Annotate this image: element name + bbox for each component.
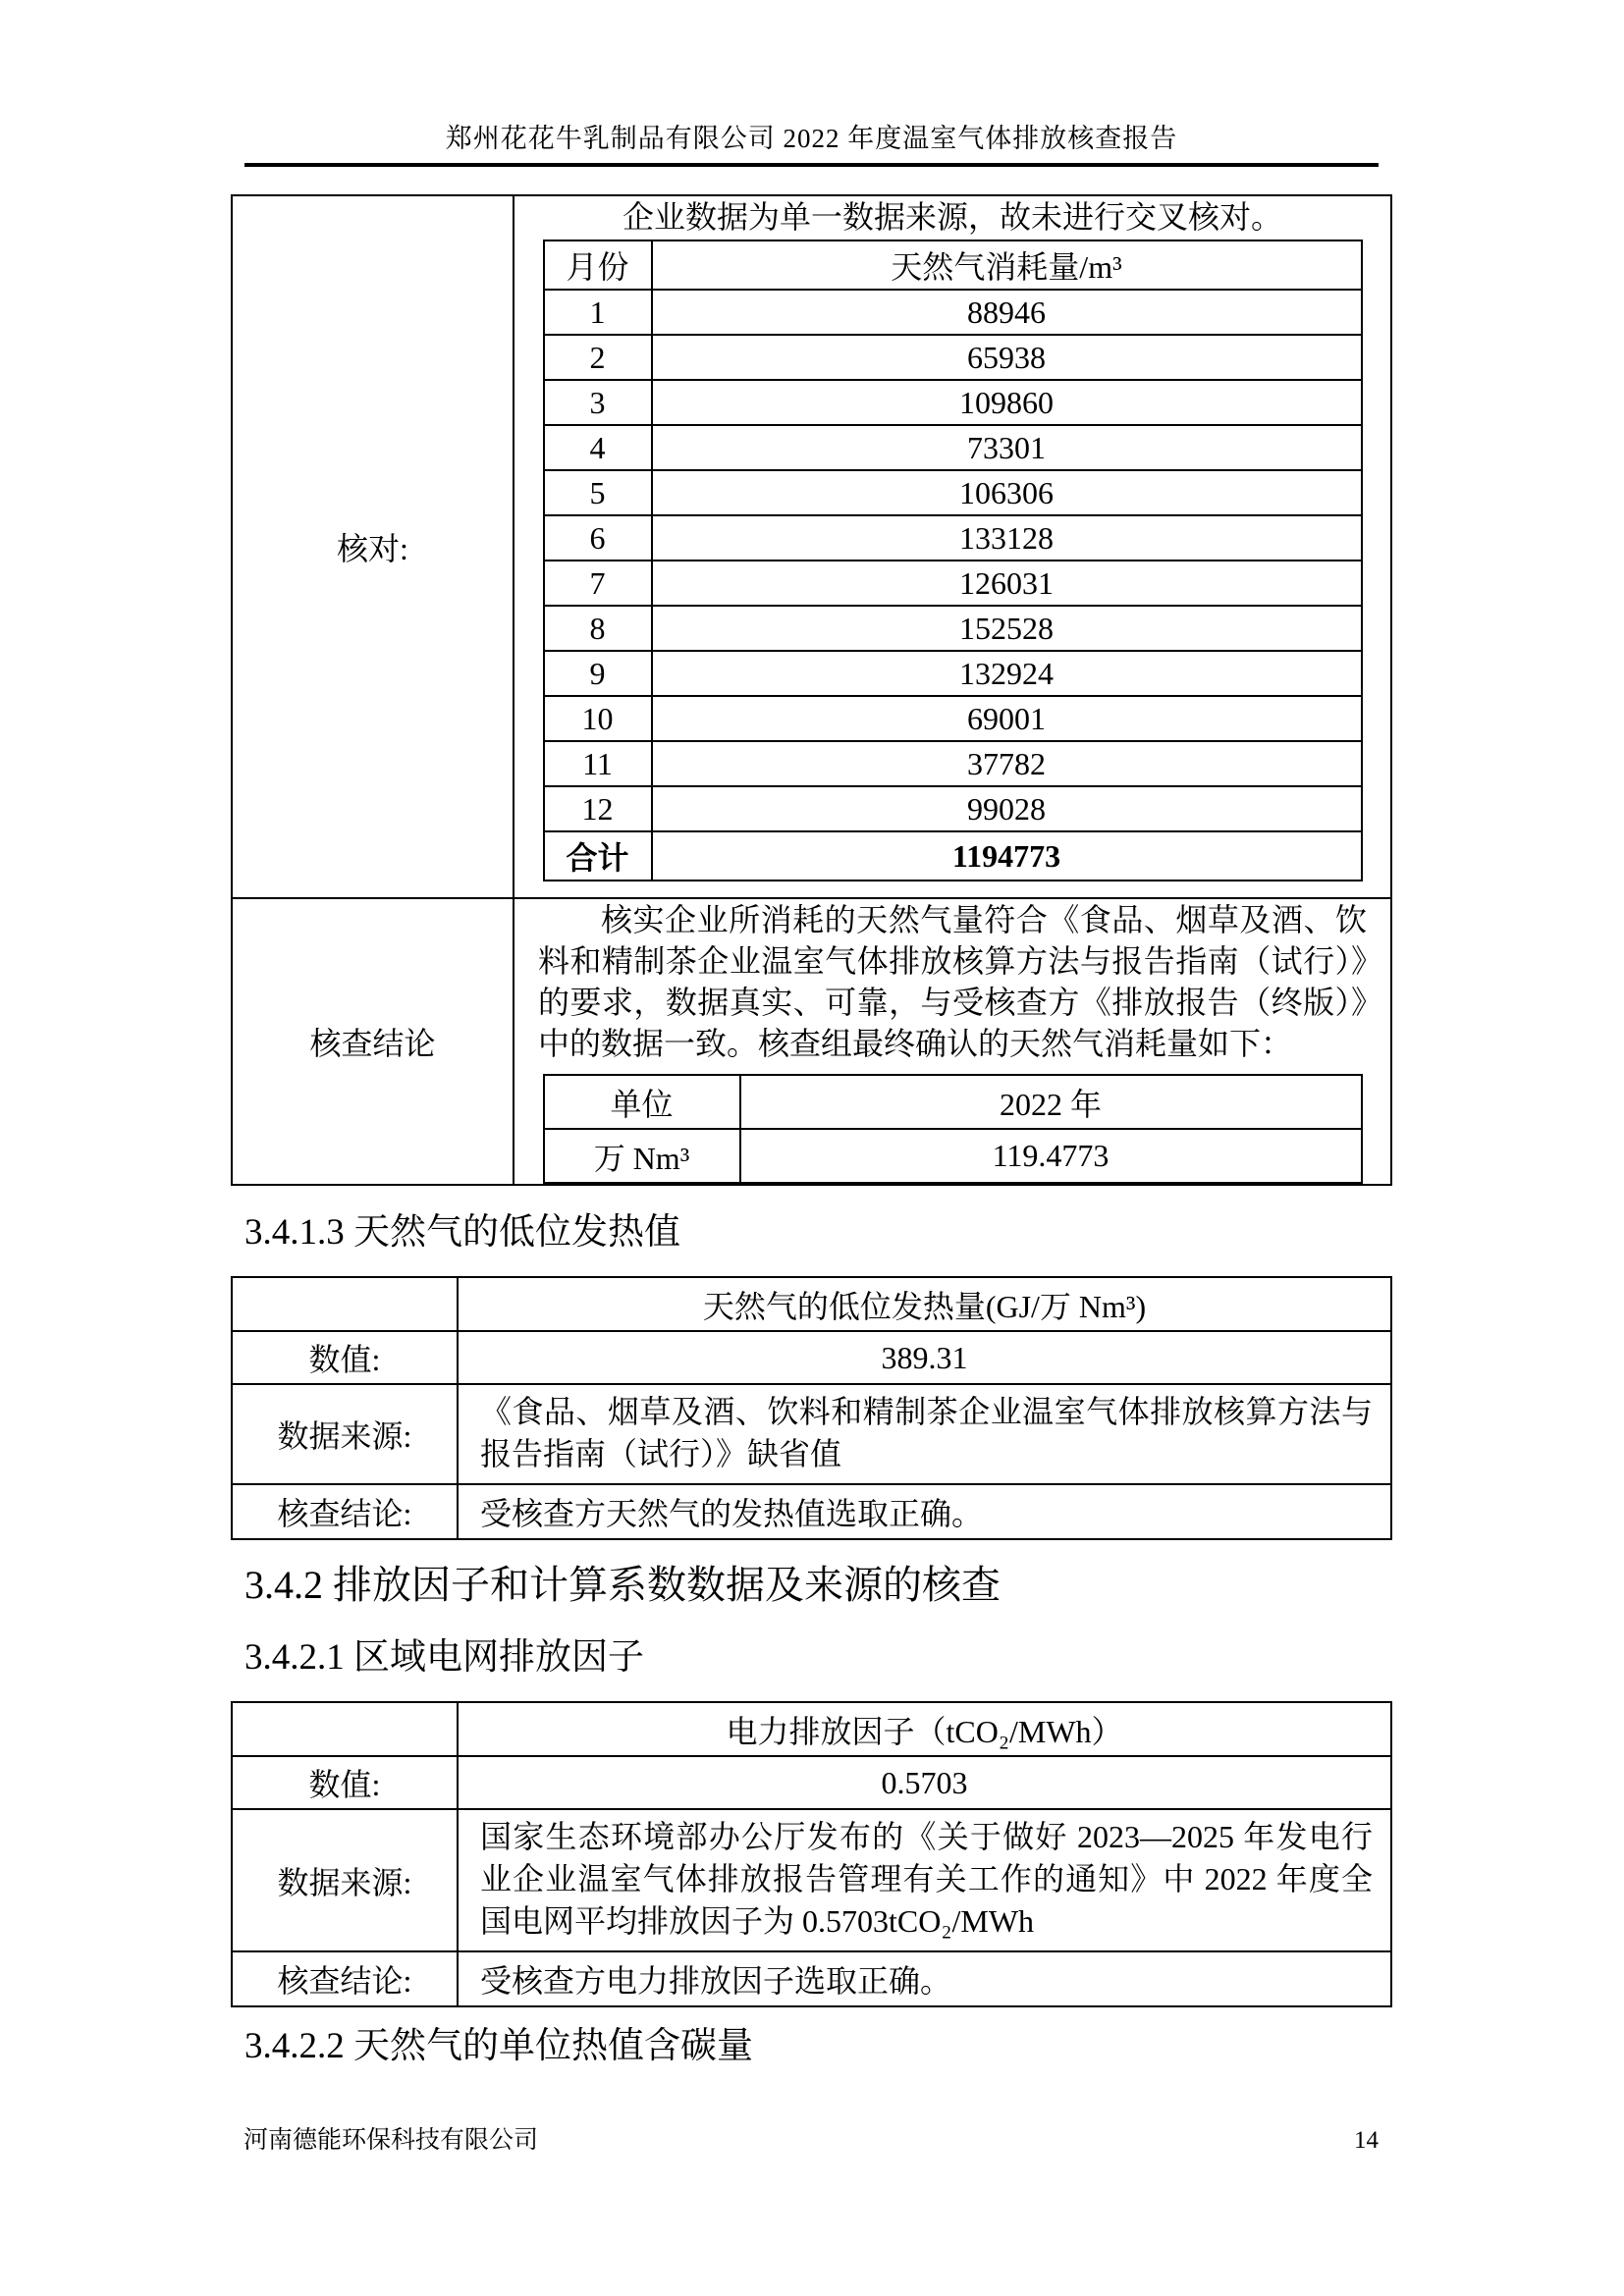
empty-corner-cell <box>232 1277 458 1331</box>
month-column-header: 月份 <box>544 240 652 290</box>
page-title: 郑州花花牛乳制品有限公司 2022 年度温室气体排放核查报告 <box>445 124 1178 153</box>
month-cell: 4 <box>544 425 652 470</box>
monthly-row <box>544 651 1362 696</box>
consumption-cell: 37782 <box>652 741 1362 786</box>
consumption-cell: 73301 <box>652 425 1362 470</box>
section-heading-3-4-2-2: 3.4.2.2 天然气的单位热值含碳量 <box>244 2026 753 2066</box>
conclusion-label-cell: 核查结论: <box>232 1951 458 2006</box>
single-source-note: 企业数据为单一数据来源，故未进行交叉核对。 <box>622 199 1282 235</box>
check-content-cell <box>514 195 1391 898</box>
confirm-header-row <box>544 1075 1362 1129</box>
confirm-value-row <box>544 1129 1362 1183</box>
total-label-cell: 合计 <box>544 831 652 881</box>
grid-conclusion-row <box>232 1951 1391 2006</box>
month-cell: 9 <box>544 651 652 696</box>
check-label-cell: 核对: <box>232 195 514 898</box>
consumption-cell: 109860 <box>652 380 1362 425</box>
confirmed-consumption-table <box>543 1074 1363 1184</box>
grid-value-row <box>232 1756 1391 1809</box>
source-label-cell: 数据来源: <box>232 1384 458 1484</box>
month-cell: 5 <box>544 470 652 515</box>
unit-header-cell: 单位 <box>544 1075 740 1129</box>
conclusion-row <box>232 898 1391 1185</box>
page-number: 14 <box>1354 2127 1379 2154</box>
monthly-row <box>544 696 1362 741</box>
grid-header-row <box>232 1702 1391 1756</box>
section-heading-3-4-2: 3.4.2 排放因子和计算系数数据及来源的核查 <box>244 1563 1001 1607</box>
monthly-row <box>544 290 1362 335</box>
conclusion-paragraph: 核实企业所消耗的天然气量符合《食品、烟草及酒、饮料和精制茶企业温室气体排放核算方法与报告指南（试行）》的要求，数据真实、可靠，与受核查方《排放报告（终版）》中的数据一致。核查组最终确认的天然气消耗量如下： <box>538 902 1367 1061</box>
monthly-row <box>544 515 1362 561</box>
monthly-row <box>544 786 1362 831</box>
month-cell: 10 <box>544 696 652 741</box>
monthly-row <box>544 335 1362 380</box>
page-header <box>244 0 1379 167</box>
consumption-cell: 65938 <box>652 335 1362 380</box>
footer-company: 河南德能环保科技有限公司 <box>244 2127 539 2154</box>
consumption-cell: 69001 <box>652 696 1362 741</box>
monthly-row <box>544 561 1362 606</box>
check-row <box>232 195 1391 898</box>
heating-conclusion-row <box>232 1484 1391 1539</box>
month-cell: 12 <box>544 786 652 831</box>
conclusion-cell: 受核查方电力排放因子选取正确。 <box>458 1951 1391 2006</box>
consumption-cell: 99028 <box>652 786 1362 831</box>
page-content <box>0 194 1624 2068</box>
value-cell: 389.31 <box>458 1331 1391 1384</box>
consumption-cell: 132924 <box>652 651 1362 696</box>
unit-value-cell: 万 Nm³ <box>544 1129 740 1183</box>
monthly-header-row <box>544 240 1362 290</box>
monthly-row <box>544 425 1362 470</box>
consumption-column-header: 天然气消耗量/m³ <box>652 240 1362 290</box>
source-cell: 《食品、烟草及酒、饮料和精制茶企业温室气体排放核算方法与报告指南（试行）》缺省值 <box>458 1384 1391 1484</box>
month-cell: 3 <box>544 380 652 425</box>
year-value-cell: 119.4773 <box>740 1129 1362 1183</box>
month-cell: 8 <box>544 606 652 651</box>
conclusion-label-cell: 核查结论: <box>232 1484 458 1539</box>
heating-header-row <box>232 1277 1391 1331</box>
section-heading-3-4-2-1: 3.4.2.1 区域电网排放因子 <box>244 1637 644 1678</box>
total-value-cell: 1194773 <box>652 831 1362 881</box>
empty-corner-cell <box>232 1702 458 1756</box>
verification-table <box>231 194 1392 1186</box>
month-cell: 2 <box>544 335 652 380</box>
heating-value-table <box>231 1276 1392 1540</box>
page-footer <box>244 2126 1379 2156</box>
monthly-row <box>544 741 1362 786</box>
consumption-cell: 152528 <box>652 606 1362 651</box>
monthly-consumption-table <box>543 240 1363 881</box>
month-cell: 11 <box>544 741 652 786</box>
monthly-row <box>544 606 1362 651</box>
emission-factor-header-cell: 电力排放因子（tCO₂/MWh） <box>458 1702 1391 1756</box>
monthly-total-row <box>544 831 1362 881</box>
grid-emission-factor-table <box>231 1701 1392 2007</box>
source-label-cell: 数据来源: <box>232 1809 458 1951</box>
consumption-cell: 133128 <box>652 515 1362 561</box>
value-label-cell: 数值: <box>232 1331 458 1384</box>
value-cell: 0.5703 <box>458 1756 1391 1809</box>
heating-value-row <box>232 1331 1391 1384</box>
heating-source-row <box>232 1384 1391 1484</box>
monthly-row <box>544 380 1362 425</box>
section-heading-3-4-1-3: 3.4.1.3 天然气的低位发热值 <box>244 1212 680 1253</box>
year-header-cell: 2022 年 <box>740 1075 1362 1129</box>
month-cell: 6 <box>544 515 652 561</box>
conclusion-content-cell <box>514 898 1391 1185</box>
conclusion-label-cell: 核查结论 <box>232 898 514 1185</box>
consumption-cell: 88946 <box>652 290 1362 335</box>
monthly-row <box>544 470 1362 515</box>
value-label-cell: 数值: <box>232 1756 458 1809</box>
month-cell: 1 <box>544 290 652 335</box>
conclusion-cell: 受核查方天然气的发热值选取正确。 <box>458 1484 1391 1539</box>
consumption-cell: 106306 <box>652 470 1362 515</box>
source-cell: 国家生态环境部办公厅发布的《关于做好 2023—2025 年发电行业企业温室气体排放报告管理有关工作的通知》中 2022 年度全国电网平均排放因子为 0.5703tCO₂/MWh <box>458 1809 1391 1951</box>
heating-value-header-cell: 天然气的低位发热量(GJ/万 Nm³) <box>458 1277 1391 1331</box>
grid-source-row <box>232 1809 1391 1951</box>
consumption-cell: 126031 <box>652 561 1362 606</box>
month-cell: 7 <box>544 561 652 606</box>
